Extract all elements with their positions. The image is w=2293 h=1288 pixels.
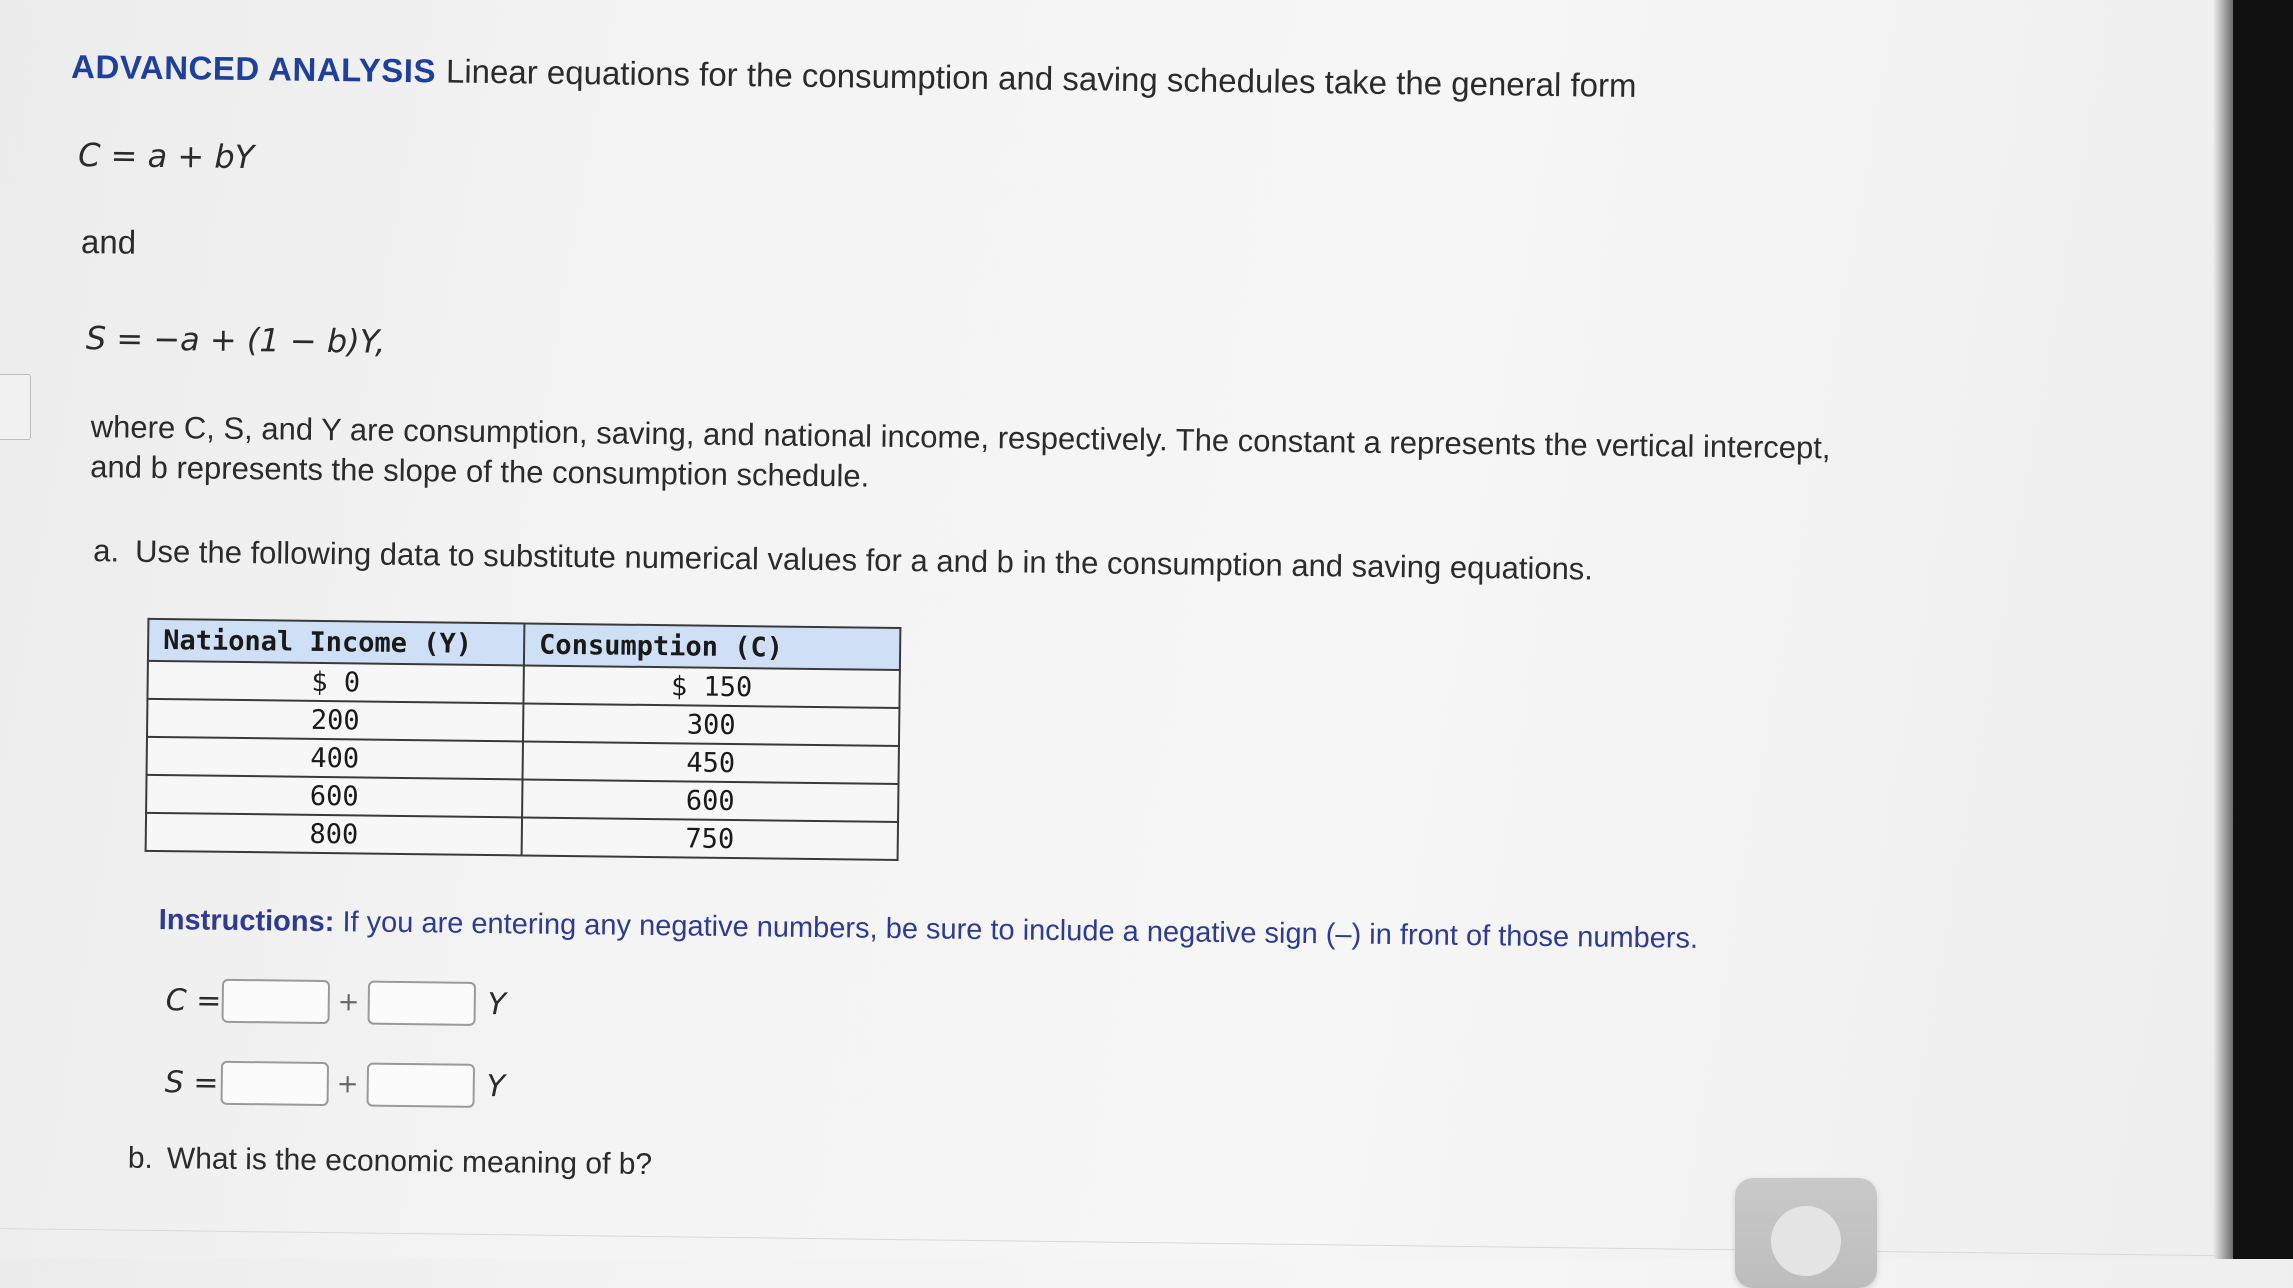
income-cell: 800 (146, 813, 522, 856)
part-a-text: Use the following data to substitute numerical values for a and b in the consumption and saving equations. (134, 533, 1594, 587)
income-cell: $ 0 (147, 661, 523, 704)
consumption-answer-label: C = (165, 982, 222, 1019)
saving-slope-input[interactable] (366, 1063, 475, 1108)
header-national-income: National Income (Y) (148, 619, 524, 666)
part-b-marker: b. (127, 1141, 154, 1175)
saving-answer-label: S = (164, 1064, 219, 1101)
saving-equation: S = −a + (1 − b)Y, (85, 319, 386, 361)
income-consumption-table (145, 618, 902, 861)
instructions-lead: Instructions: (158, 904, 335, 939)
saving-answer-row (165, 1060, 506, 1108)
part-b-prompt (128, 1142, 653, 1182)
screen-bezel (2233, 0, 2293, 1259)
consumption-equation: C = a + bY (77, 135, 255, 177)
part-b-text: What is the economic meaning of b? (166, 1142, 653, 1182)
instructions (159, 904, 1699, 956)
consumption-cell: $ 150 (523, 665, 899, 708)
circle-icon (1771, 1206, 1841, 1276)
consumption-cell: 300 (523, 703, 899, 746)
header-consumption: Consumption (C) (524, 623, 900, 670)
equation-connector: and (80, 223, 137, 261)
part-a-marker: a. (93, 533, 120, 569)
table-row (146, 813, 898, 860)
income-cell: 200 (147, 699, 523, 742)
plus-sign: + (337, 987, 360, 1018)
consumption-answer-row (166, 978, 507, 1026)
plus-sign: + (336, 1069, 359, 1100)
instructions-text: If you are entering any negative numbers, be sure to include a negative sign (–) in front of those numbers. (342, 906, 1699, 955)
advanced-analysis-label: ADVANCED ANALYSIS (70, 47, 437, 90)
income-cell: 600 (146, 775, 522, 818)
floating-action-button[interactable] (1735, 1178, 1877, 1288)
consumption-cell: 600 (522, 779, 898, 822)
saving-intercept-input[interactable] (221, 1061, 330, 1106)
income-variable: Y (487, 986, 507, 1022)
consumption-intercept-input[interactable] (222, 979, 331, 1024)
income-variable: Y (486, 1068, 506, 1104)
definition-paragraph: where C, S, and Y are consumption, saving, and national income, respectively. The constant a represents the vertical intercept, and b represents the slope of the consumption schedule. (90, 409, 1831, 494)
intro-line (71, 47, 1637, 106)
consumption-slope-input[interactable] (367, 981, 476, 1026)
intro-text: Linear equations for the consumption and saving schedules take the general form (445, 52, 1637, 104)
consumption-cell: 450 (523, 741, 899, 784)
income-cell: 400 (147, 737, 523, 780)
part-a-prompt (93, 533, 1593, 587)
divider (0, 1228, 2215, 1256)
consumption-cell: 750 (522, 817, 898, 860)
